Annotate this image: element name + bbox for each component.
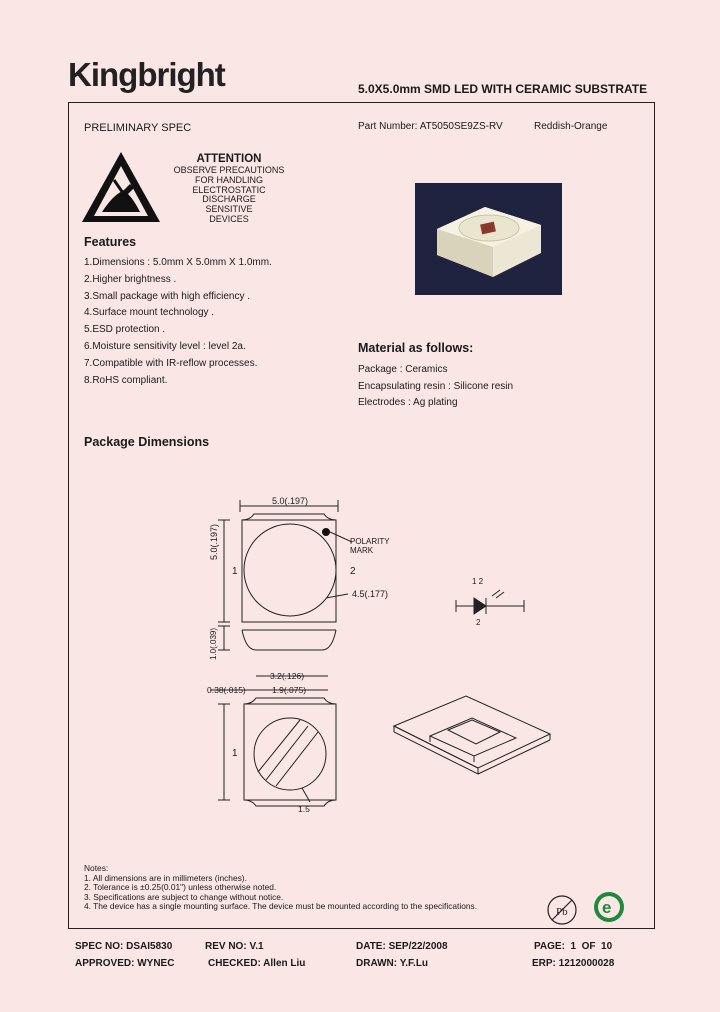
polarity-mark-label: POLARITY MARK [350,537,390,555]
bottom-side-label: 1 [232,748,238,759]
list-item: 4.Surface mount technology . [84,307,215,319]
revision-number: REV NO: V.1 [205,941,264,952]
top-view-drawing [210,490,410,655]
list-item: 8.RoHS compliant. [84,374,168,386]
part-number: Part Number: AT5050SE9ZS-RV [358,121,503,132]
list-item: 6.Moisture sensitivity level : level 2a. [84,340,246,352]
dim-bottom-note: 1.5 [298,804,310,814]
dim-pad-a: 0.38(.015) [207,685,246,695]
list-item: 2.Higher brightness . [84,273,177,285]
attention-line: DISCHARGE [202,194,256,205]
lead-free-icon [546,894,578,926]
notes-heading: Notes: [84,863,109,873]
emission-color: Reddish-Orange [534,121,608,132]
notes-block [84,864,477,912]
list-item: Encapsulating resin : Silicone resin [358,380,514,392]
materials-list [358,362,513,412]
product-photo [415,183,562,295]
features-heading: Features [84,235,137,249]
list-item: 5.ESD protection . [84,324,166,336]
isometric-drawing [390,690,555,785]
attention-line: ELECTROSTATIC [192,184,266,195]
approved-by: APPROVED: WYNEC [75,958,175,969]
page-indicator: PAGE: 1 OF 10 [534,941,613,952]
document-date: DATE: SEP/22/2008 [356,941,448,952]
list-item: Package : Ceramics [358,364,448,375]
dim-top-width: 5.0(.197) [272,496,309,506]
circuit-label-2: 2 [476,618,481,627]
attention-heading: ATTENTION [196,153,262,165]
brand-logo: Kingbright [68,56,225,93]
dim-pad-b: 1.9(.075) [272,685,307,695]
list-item: Electrodes : Ag plating [358,397,458,408]
dim-pad-gap: 1.0(.039) [209,627,218,660]
spec-status: PRELIMINARY SPEC [84,122,192,134]
drawn-by: DRAWN: Y.F.Lu [356,958,429,969]
note-item: 1. All dimensions are in millimeters (inches). [84,872,247,883]
svg-text:e: e [602,898,612,917]
note-item: 3. Specifications are subject to change without notice. [84,891,284,902]
list-item: 3.Small package with high efficiency . [84,290,251,302]
note-item: 2. Tolerance is ±0.25(0.01") unless otherwise noted. [84,882,277,893]
note-item: 4. The device has a single mounting surface. The device must be mounted according to the specifications. [84,901,478,912]
circuit-symbol-drawing [452,582,532,632]
attention-line: DEVICES [209,213,249,224]
circuit-label: 1 2 [472,577,484,586]
spec-number: SPEC NO: DSAI5830 [75,941,173,952]
package-dimensions-heading: Package Dimensions [84,435,210,449]
dim-side-height: 5.0(.197) [209,523,219,560]
features-list [84,255,272,389]
materials-heading: Material as follows: [358,341,474,355]
erp-number: ERP: 1212000028 [532,958,615,969]
checked-by: CHECKED: Allen Liu [208,958,306,969]
dim-diameter: 4.5(.177) [352,589,389,599]
pad-label-2: 2 [350,566,356,577]
esd-warning-icon [80,150,162,224]
dim-bottom-width: 3.2(.126) [270,671,305,681]
document-title: 5.0X5.0mm SMD LED WITH CERAMIC SUBSTRATE [358,82,648,96]
rohs-e-icon [592,890,626,924]
svg-text:Pb: Pb [556,906,568,918]
list-item: 7.Compatible with IR-reflow processes. [84,357,258,369]
attention-block [164,153,294,225]
pad-label-1: 1 [232,566,238,577]
attention-line: FOR HANDLING [194,174,263,185]
attention-line: OBSERVE PRECAUTIONS [173,165,285,175]
attention-line: SENSITIVE [205,204,253,215]
list-item: 1.Dimensions : 5.0mm X 5.0mm X 1.0mm. [84,257,272,268]
